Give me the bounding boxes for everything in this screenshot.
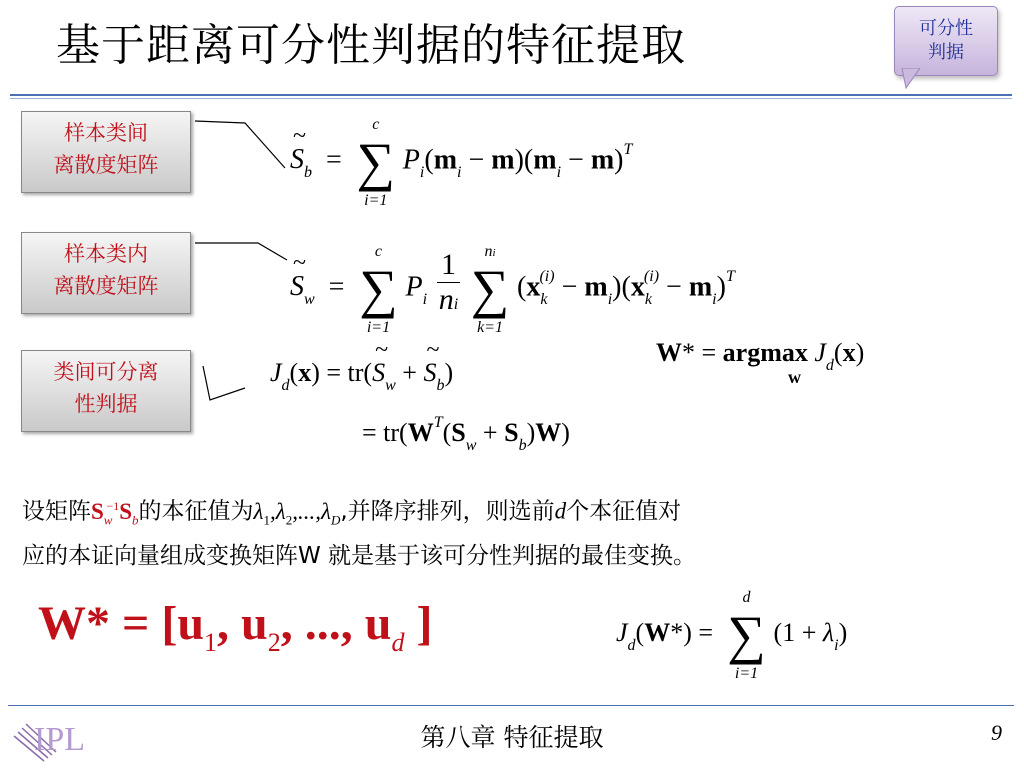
- within-class-scatter-label: [21, 232, 191, 314]
- within-class-scatter-formula: ~ $S_w$ = c ∑ i=1 $P_i$ $\frac{1}{ni}$ ni ∑ k=1 $(x_k^{(i)} - m_i)(x_k^{(i)} - m_i)^T$: [290, 252, 735, 326]
- body-prefix: 设矩阵: [22, 498, 91, 525]
- body-sort: ,并降序排列，则选前: [340, 498, 555, 525]
- optimal-w-argmax-formula: W* = argmax $J_d(x)$ w: [656, 338, 865, 387]
- body-middle: 的本征值为: [138, 498, 254, 525]
- callout-line-1: 可分性: [919, 18, 973, 39]
- callout-line-2: 判据: [928, 42, 964, 63]
- body-suffix: 个本征值对: [566, 498, 682, 525]
- separability-criterion-formula: $J_d(x)$ = tr(~ $S_w$ + ~ $S_b$): [270, 360, 453, 386]
- body-text-line-2: 应的本证向量组成变换矩阵W 就是基于该可分性判据的最佳变换。: [22, 543, 697, 569]
- d-variable: d: [554, 498, 567, 524]
- criterion-value-formula: $J_d(W*)$ = d ∑ i=1 $(1 + \lambda_i)$: [616, 589, 848, 682]
- footer-divider: [8, 705, 1014, 706]
- label-line-1: 样本类内: [64, 242, 148, 266]
- label-line-2: 性判据: [74, 392, 138, 416]
- argmax-subscript: w: [788, 367, 801, 387]
- body-text-line-1: [22, 486, 681, 540]
- slide-title: 基于距离可分性判据的特征提取: [56, 20, 686, 71]
- label-line-2: 离散度矩阵: [53, 153, 159, 177]
- svg-text:IPL: IPL: [34, 721, 85, 758]
- label-line-1: 类间可分离: [53, 360, 159, 384]
- optimal-transform-formula: $W* = [u_1$, $u_2$, ..., $u_d$ ]: [38, 597, 433, 657]
- matrix-product-inline: $S_w^{-1}S_b$: [91, 498, 139, 528]
- between-class-scatter-formula: ~ $S_b$ = c ∑ i=1 $P_i(m_i - m)(m_i - m)^T$: [290, 135, 632, 189]
- label-line-1: 样本类间: [64, 121, 148, 145]
- page-number: 9: [991, 720, 1002, 745]
- label-line-2: 离散度矩阵: [53, 274, 159, 298]
- chapter-title: 第八章 特征提取: [420, 723, 604, 752]
- between-class-separability-label: [21, 350, 191, 432]
- eigenvalue-list: $\lambda_1,\lambda_2,...,\lambda_D$: [253, 498, 341, 528]
- separability-criterion-expanded: = $tr(W^T(S_w + S_b)W)$: [362, 414, 570, 454]
- between-class-scatter-label: [21, 111, 191, 193]
